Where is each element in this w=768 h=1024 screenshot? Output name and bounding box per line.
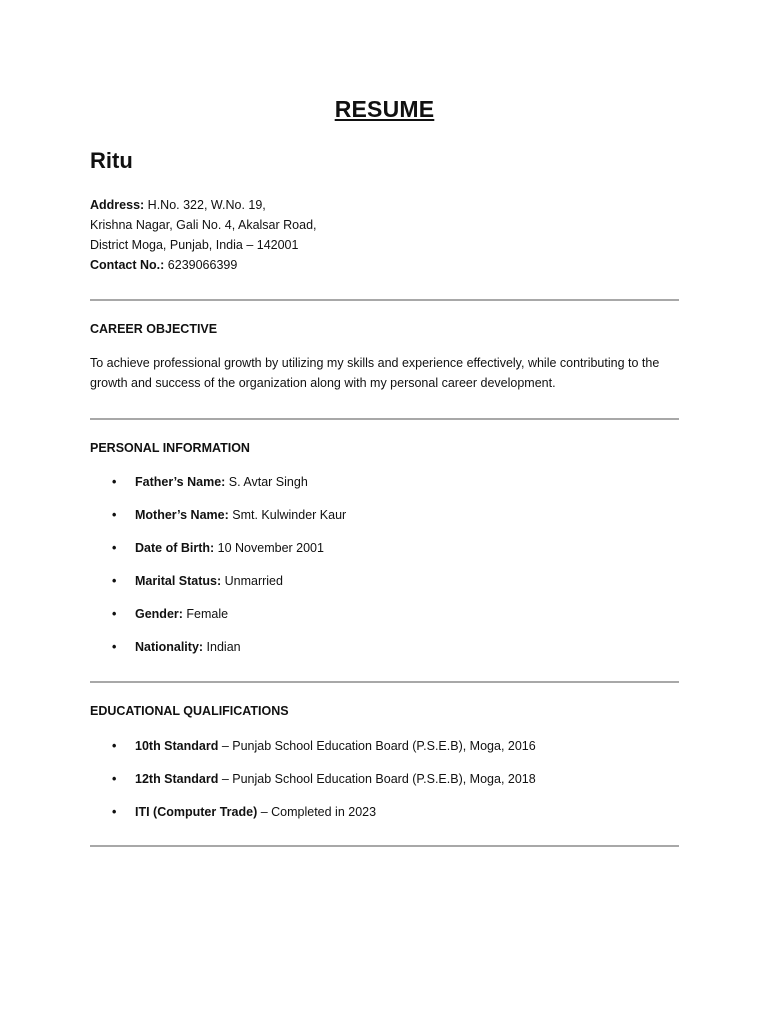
- contact-label: Contact No.:: [90, 258, 165, 272]
- list-item: [90, 637, 346, 670]
- item-label: 10th Standard: [135, 739, 219, 753]
- address-line-1: [90, 195, 317, 215]
- item-value: Female: [182, 607, 229, 621]
- contact-number-line: [90, 255, 317, 275]
- item-value: – Completed in 2023: [257, 805, 377, 819]
- item-label: Mother’s Name:: [135, 508, 229, 522]
- item-value: S. Avtar Singh: [225, 475, 308, 489]
- list-item: [90, 472, 346, 505]
- address-line-3: District Moga, Punjab, India – 142001: [90, 238, 299, 252]
- bullet-mark: •: [112, 607, 117, 621]
- bullet-mark: •: [112, 772, 117, 786]
- section-divider: [90, 418, 679, 420]
- career-objective-heading: CAREER OBJECTIVE: [90, 322, 218, 336]
- contact-block: [90, 195, 317, 275]
- bullet-mark: •: [112, 805, 117, 819]
- list-item: [90, 769, 536, 802]
- item-label: ITI (Computer Trade): [135, 805, 258, 819]
- item-label: Marital Status:: [135, 574, 222, 588]
- list-item: [90, 736, 536, 769]
- bullet-mark: •: [112, 475, 117, 489]
- section-divider: [90, 299, 679, 301]
- bullet-mark: •: [112, 739, 117, 753]
- section-divider: [90, 681, 679, 683]
- education-heading: EDUCATIONAL QUALIFICATIONS: [90, 704, 289, 718]
- personal-information-heading: PERSONAL INFORMATION: [90, 441, 250, 455]
- item-value: – Punjab School Education Board (P.S.E.B), Moga, 2018: [218, 772, 536, 786]
- address-label: Address:: [90, 198, 145, 212]
- bullet-mark: •: [112, 574, 117, 588]
- item-label: Gender:: [135, 607, 183, 621]
- item-label: 12th Standard: [135, 772, 219, 786]
- item-label: Father’s Name:: [135, 475, 226, 489]
- candidate-name: Ritu: [90, 148, 133, 173]
- list-item: [90, 538, 346, 571]
- item-value: – Punjab School Education Board (P.S.E.B), Moga, 2016: [218, 739, 536, 753]
- item-value: Smt. Kulwinder Kaur: [228, 508, 347, 522]
- item-value: Unmarried: [221, 574, 283, 588]
- list-item: [90, 505, 346, 538]
- bullet-mark: •: [112, 541, 117, 555]
- item-label: Nationality:: [135, 640, 204, 654]
- list-item: [90, 802, 536, 835]
- education-list: [90, 736, 536, 835]
- item-label: Date of Birth:: [135, 541, 215, 555]
- contact-value: 6239066399: [164, 258, 238, 272]
- bullet-mark: •: [112, 640, 117, 654]
- address-line-2: Krishna Nagar, Gali No. 4, Akalsar Road,: [90, 218, 317, 232]
- list-item: [90, 571, 346, 604]
- resume-page: [90, 0, 679, 1024]
- item-value: 10 November 2001: [214, 541, 324, 555]
- section-divider: [90, 845, 679, 847]
- document-title: RESUME: [334, 96, 435, 122]
- item-value: Indian: [203, 640, 241, 654]
- career-objective-text: To achieve professional growth by utilizing my skills and experience effectively, while contributing to the growth and success of the organization along with my personal career development.: [90, 356, 660, 390]
- address-value: H.No. 322, W.No. 19,: [144, 198, 266, 212]
- bullet-mark: •: [112, 508, 117, 522]
- personal-information-list: [90, 472, 346, 670]
- list-item: [90, 604, 346, 637]
